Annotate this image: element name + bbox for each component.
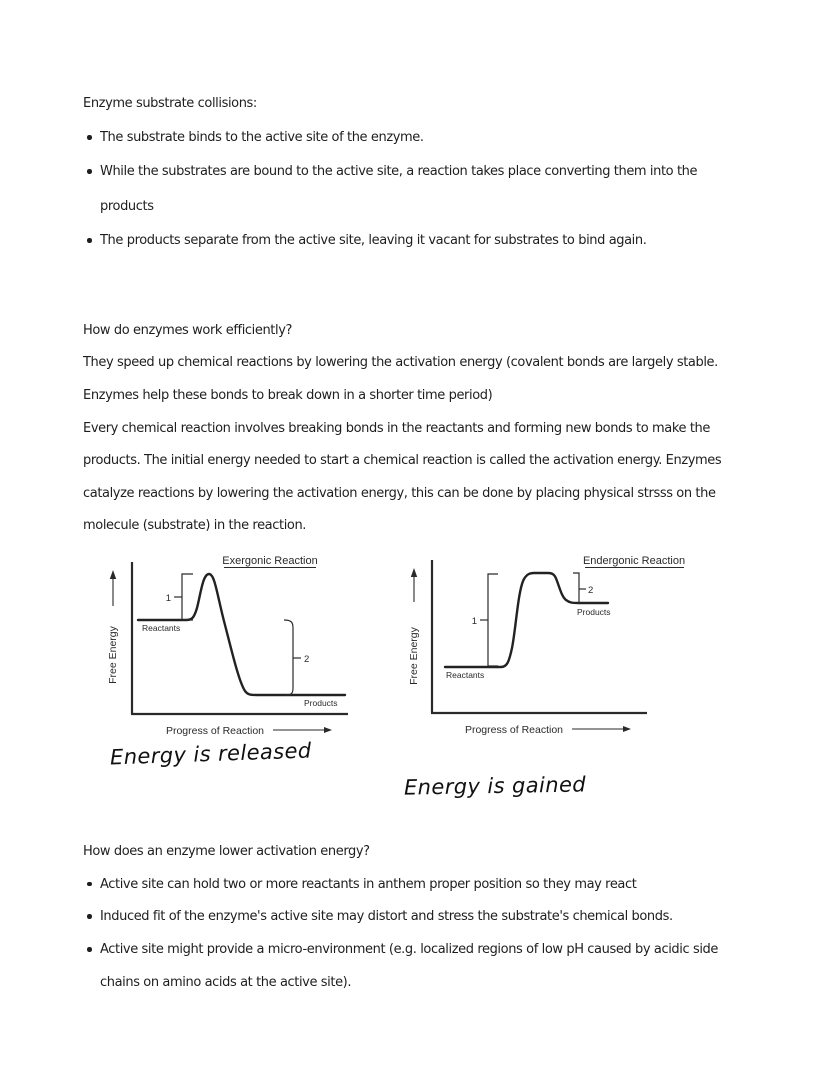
paragraph-line: Every chemical reaction involves breaking bonds in the reactants and forming new bonds to make the: [83, 420, 710, 436]
section2-heading: How do enzymes work efficiently?: [83, 322, 293, 338]
bullet-dot-icon: [87, 238, 92, 243]
y-axis-label-group: [408, 626, 420, 685]
section-enzymes-efficiency: [83, 314, 721, 542]
paragraph-line: catalyze reactions by lowering the activation energy, this can be done by placing physical strsss on the: [83, 485, 716, 501]
list-item: [83, 868, 718, 901]
bullet-text: While the substrates are bound to the active site, a reaction takes place converting them into the: [100, 164, 698, 180]
bullet-text-continued: chains on amino acids at the active site).: [100, 975, 352, 991]
y-axis-label-group: [107, 625, 119, 684]
bullet-dot-icon: [87, 914, 92, 919]
net-energy-bracket: [284, 620, 293, 695]
section1-heading: Enzyme substrate collisions:: [83, 95, 257, 111]
reactants-label: Reactants: [142, 623, 181, 633]
bracket1-label: 1: [165, 593, 171, 604]
list-item: [83, 155, 697, 189]
y-axis-arrowhead-icon: [110, 570, 116, 579]
bracket2-label: 2: [304, 654, 310, 665]
products-label: Products: [577, 607, 611, 617]
energy-curve: [445, 573, 608, 667]
x-axis-arrowhead-icon: [623, 726, 631, 732]
products-label: Products: [304, 698, 338, 708]
activation-energy-bracket: [182, 574, 193, 620]
list-item: [83, 120, 697, 154]
reactants-label: Reactants: [446, 670, 485, 680]
bullet-dot-icon: [87, 947, 92, 952]
paragraph-line: products. The initial energy needed to start a chemical reaction is called the activation energy. Enzymes: [83, 453, 722, 469]
list-item: [83, 224, 697, 258]
bullet-text: Active site might provide a micro-environment (e.g. localized regions of low pH caused by acidic side: [100, 942, 718, 958]
activation-energy-bracket: [488, 574, 498, 666]
y-axis-arrowhead-icon: [411, 568, 417, 577]
list-item: [83, 933, 718, 966]
bullet-dot-icon: [87, 169, 92, 174]
paragraph-line: They speed up chemical reactions by lowering the activation energy (covalent bonds are largely stable.: [83, 355, 718, 371]
bracket1-label: 1: [471, 616, 477, 627]
handwritten-annotation-released: Energy is released: [109, 738, 312, 770]
handwritten-annotation-gained: Energy is gained: [403, 772, 587, 800]
bullet-text: The products separate from the active site, leaving it vacant for substrates to bind again.: [100, 233, 647, 249]
exergonic-reaction-diagram: [98, 550, 390, 742]
y-axis-label: Free Energy: [408, 627, 420, 685]
bullet-text-continued: products: [100, 198, 154, 214]
section-enzyme-collisions: [83, 86, 697, 258]
net-energy-bracket: [573, 573, 579, 603]
x-axis-label: Progress of Reaction: [165, 725, 265, 737]
paragraph-line: Enzymes help these bonds to break down in a shorter time period): [83, 387, 493, 403]
diagram-title: Endergonic Reaction: [582, 555, 686, 567]
paragraph-line: molecule (substrate) in the reaction.: [83, 518, 307, 534]
section3-heading: How does an enzyme lower activation energy?: [83, 843, 370, 859]
x-axis-label: Progress of Reaction: [464, 724, 564, 736]
bullet-dot-icon: [87, 135, 92, 140]
bullet-dot-icon: [87, 882, 92, 887]
bullet-text: Induced fit of the enzyme's active site may distort and stress the substrate's chemical bonds.: [100, 909, 673, 925]
list-item: [83, 901, 718, 934]
x-axis-arrowhead-icon: [324, 727, 332, 733]
bracket2-label: 2: [588, 585, 594, 596]
endergonic-reaction-diagram: [400, 548, 720, 740]
section-lower-activation-energy: [83, 835, 718, 999]
y-axis-label: Free Energy: [107, 626, 119, 684]
diagram-title: Exergonic Reaction: [222, 555, 318, 567]
bullet-text: The substrate binds to the active site of the enzyme.: [100, 130, 424, 146]
bullet-text: Active site can hold two or more reactants in anthem proper position so they may react: [100, 876, 637, 892]
